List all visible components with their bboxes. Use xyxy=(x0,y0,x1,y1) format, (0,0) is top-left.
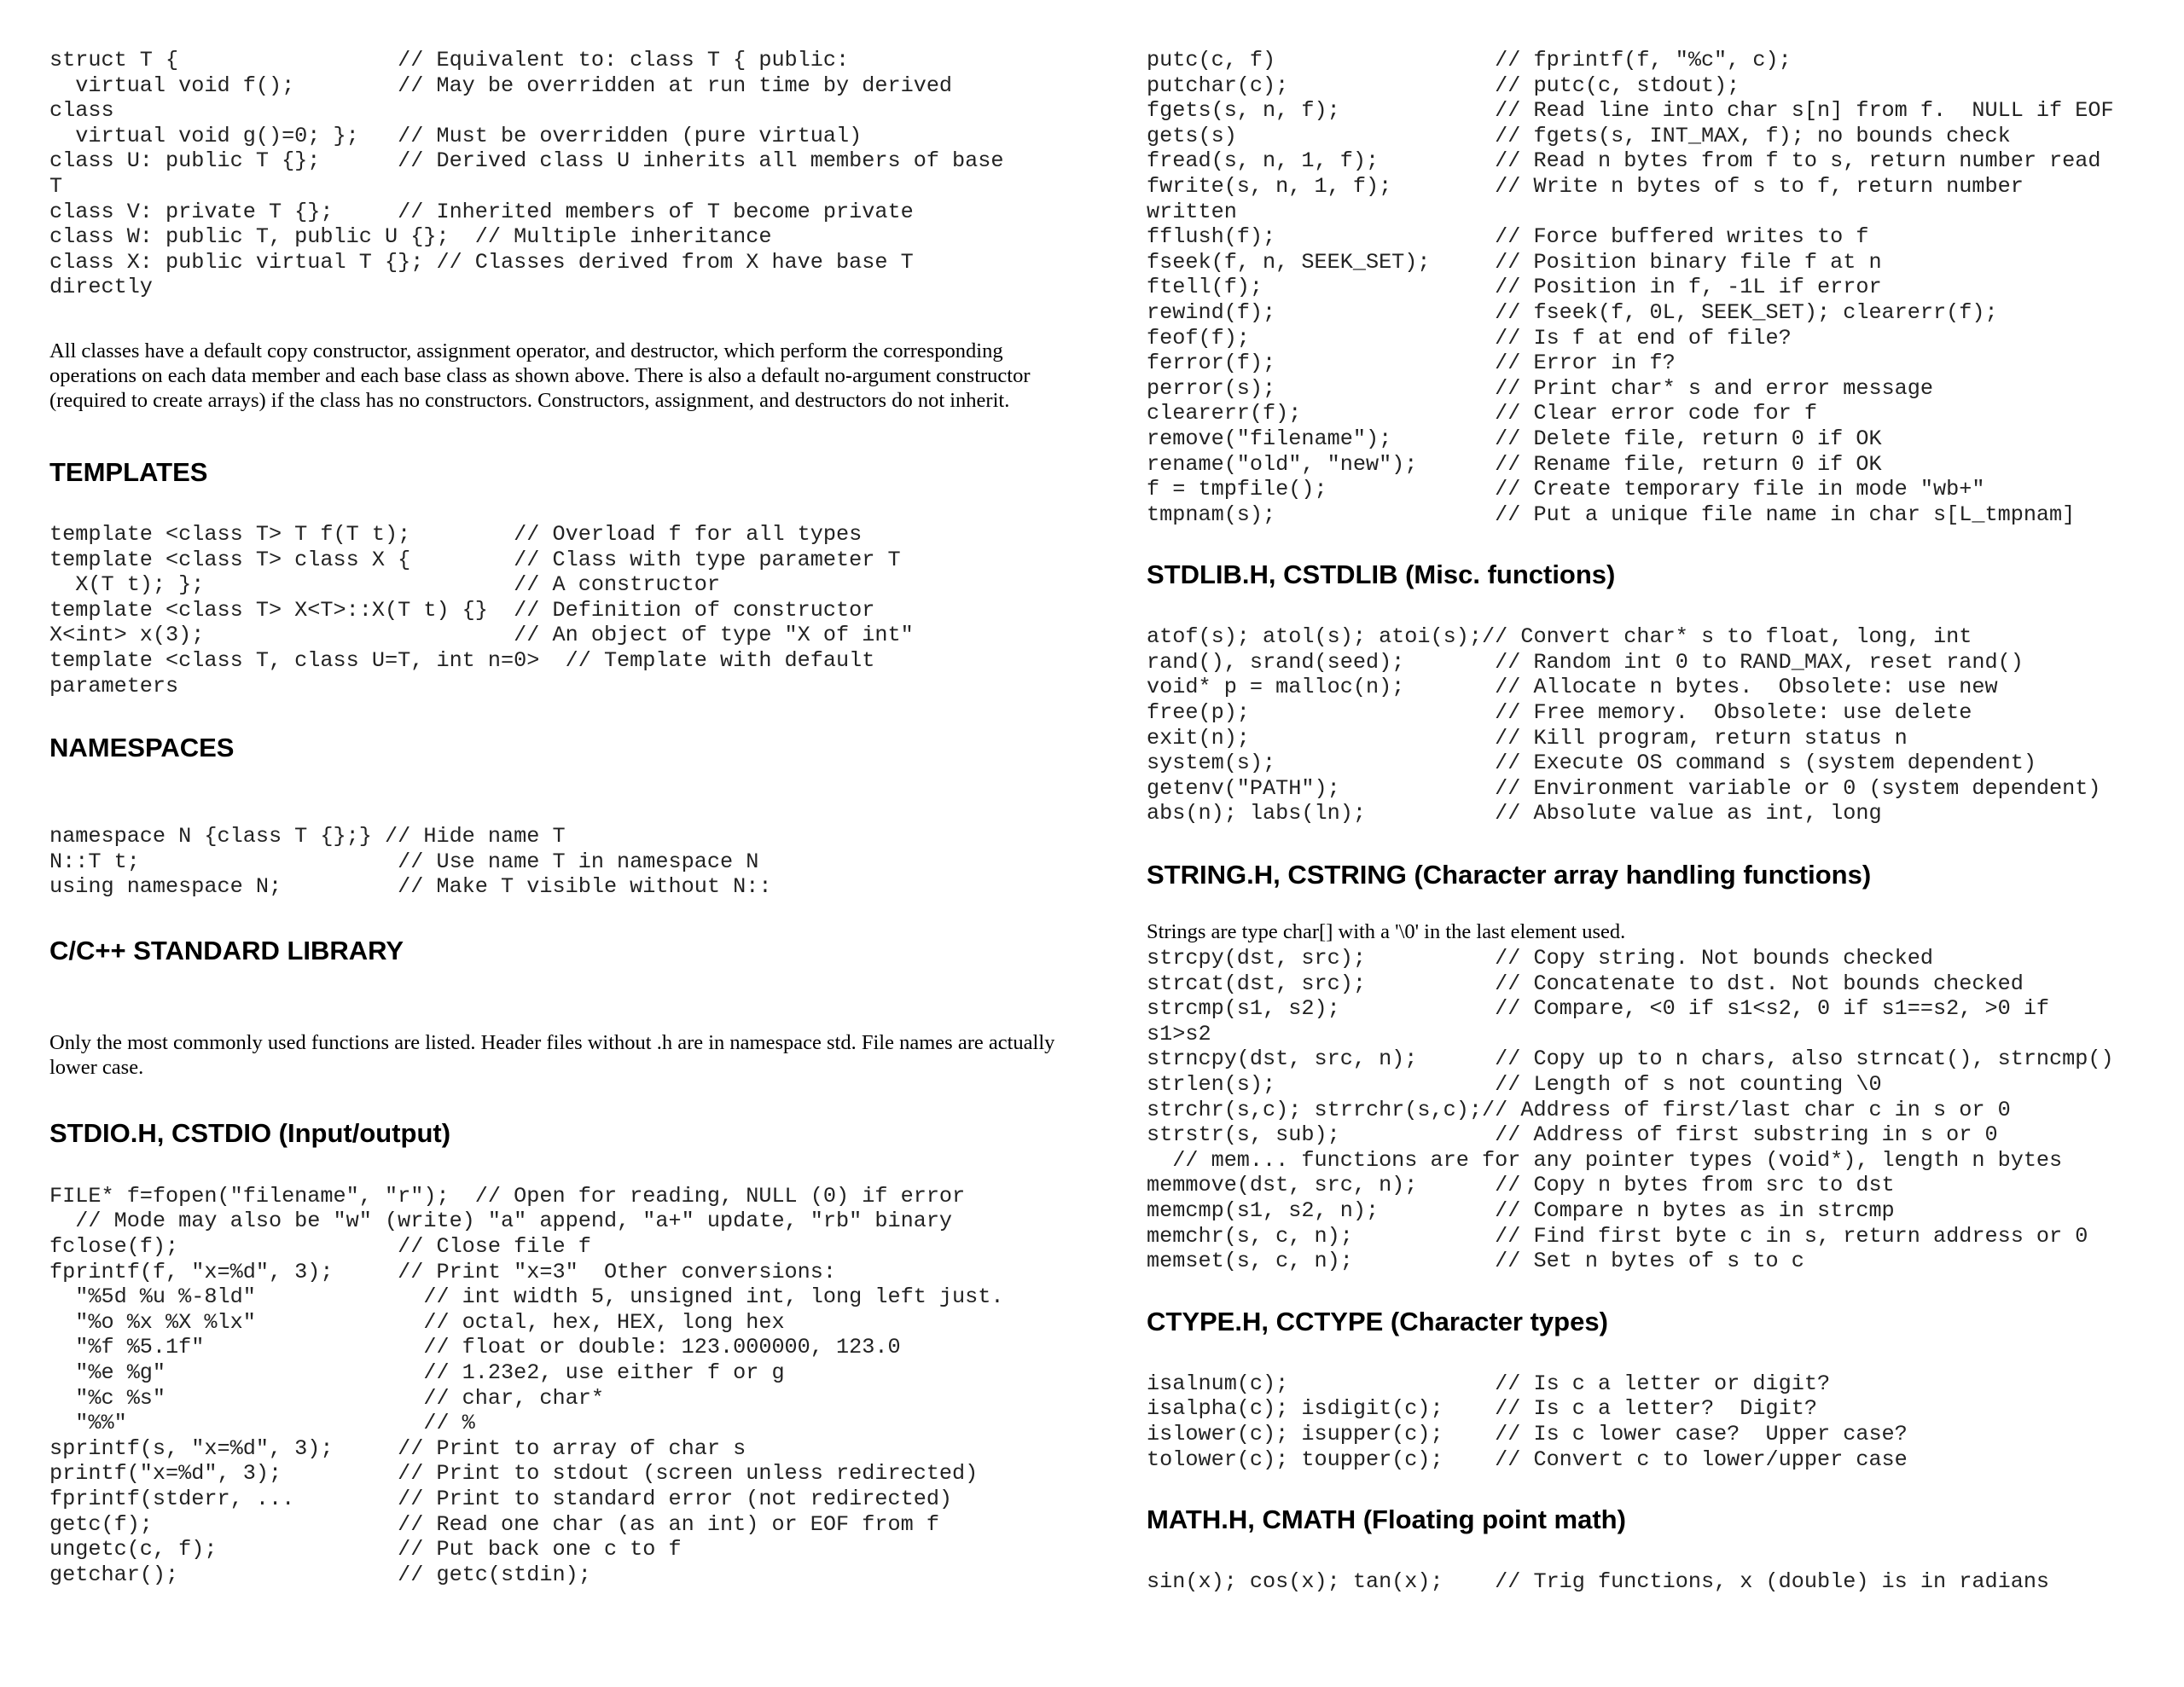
classes-code-block: struct T { // Equivalent to: class T { public: virtual void f(); // May be overridden at run time by derived class virtual void g()=0; }; // Must be overridden (pure virtual) class U: public T {}; // Derived class U inherits all members of base T class V: private T {}; // Inherited members of T become private class W: public T, public U {}; // Multiple inheritance class X: public virtual T {}; // Classes derived from X have base T directly xyxy=(49,48,1004,300)
templates-heading: TEMPLATES xyxy=(49,456,208,487)
stdlib-h-heading: STDLIB.H, CSTDLIB (Misc. functions) xyxy=(1147,559,1616,590)
math-h-heading: MATH.H, CMATH (Floating point math) xyxy=(1147,1504,1626,1535)
namespaces-code-block: namespace N {class T {};} // Hide name T N::T t; // Use name T in namespace N using namespace N; // Make T visible without N:: xyxy=(49,824,772,900)
templates-code-block: template <class T> T f(T t); // Overload f for all types template <class T> class X { // Class with type parameter T X(T t); }; // A constructor template <class T> X<T>::X(T t) {} // Definition of constructor X<int> x(3); // An object of type "X of int" template <class T, class U=T, int n=0> // Template with default parameters xyxy=(49,521,914,699)
stdlib-paragraph: Only the most commonly used functions are listed. Header files without .h are in namespace std. File names are actually lower case. xyxy=(49,1030,1055,1079)
ctype-h-heading: CTYPE.H, CCTYPE (Character types) xyxy=(1147,1306,1608,1336)
classes-paragraph: All classes have a default copy constructor, assignment operator, and destructor, which perform the corresponding operations on each data member and each base class as shown above. There is also a default no-argument constructor (required to create arrays) if the class has no constructors. Constructors, assignment, and destructors do not inherit. xyxy=(49,339,1031,412)
left-column xyxy=(49,43,1065,1587)
string-paragraph: Strings are type char[] with a '\0' in the last element used. xyxy=(1147,920,1626,944)
stdlib-heading: C/C++ STANDARD LIBRARY xyxy=(49,935,404,965)
string-code-block: strcpy(dst, src); // Copy string. Not bounds checked strcat(dst, src); // Concatenate to dst. Not bounds checked strcmp(s1, s2); // Compare, <0 if s1<s2, 0 if s1==s2, >0 if s1>s2 strncpy(dst, src, n); // Copy up to n chars, also strncat(), strncmp() strlen(s); // Length of s not counting \0 strchr(s,c); strrchr(s,c);// Address of first/last char c in s or 0 strstr(s, sub); // Address of first substring in s or 0 // mem... functions are for any pointer types (void*), length n bytes memmove(dst, src, n); // Copy n bytes from src to dst memcmp(s1, s2, n); // Compare n bytes as in strcmp memchr(s, c, n); // Find first byte c in s, return address or 0 memset(s, c, n); // Set n bytes of s to c xyxy=(1147,946,2114,1274)
math-code-block: sin(x); cos(x); tan(x); // Trig functions, x (double) is in radians xyxy=(1147,1569,2050,1595)
string-h-heading: STRING.H, CSTRING (Character array handling functions) xyxy=(1147,860,1872,890)
stdio-code-block: FILE* f=fopen("filename", "r"); // Open for reading, NULL (0) if error // Mode may also be "w" (write) "a" append, "a+" update, "rb" binary fclose(f); // Close file f fprintf(f, "x=%d", 3); // Print "x=3" Other conversions: "%5d %u %-8ld" // int width 5, unsigned int, long left just. "%o %x %X %lx" // octal, hex, HEX, long hex "%f %5.1f" // float or double: 123.000000, 123.0 "%e %g" // 1.23e2, use either f or g "%c %s" // char, char* "%%" // % sprintf(s, "x=%d", 3); // Print to array of char s printf("x=%d", 3); // Print to stdout (screen unless redirected) fprintf(stderr, ... // Print to standard error (not redirected) getc(f); // Read one char (as an int) or EOF from f ungetc(c, f); // Put back one c to f getchar(); // getc(stdin); xyxy=(49,1183,1004,1587)
right-column xyxy=(1147,43,2162,1595)
ctype-code-block: isalnum(c); // Is c a letter or digit? isalpha(c); isdigit(c); // Is c a letter? Digit? islower(c); isupper(c); // Is c lower case? Upper case? tolower(c); toupper(c); // Convert c to lower/upper case xyxy=(1147,1371,1908,1472)
io-code-block: putc(c, f) // fprintf(f, "%c", c); putchar(c); // putc(c, stdout); fgets(s, n, f); // Read line into char s[n] from f. NULL if EOF gets(s) // fgets(s, INT_MAX, f); no bounds check fread(s, n, 1, f); // Read n bytes from f to s, return number read fwrite(s, n, 1, f); // Write n bytes of s to f, return number written fflush(f); // Force buffered writes to f fseek(f, n, SEEK_SET); // Position binary file f at n ftell(f); // Position in f, -1L if error rewind(f); // fseek(f, 0L, SEEK_SET); clearerr(f); feof(f); // Is f at end of file? ferror(f); // Error in f? perror(s); // Print char* s and error message clearerr(f); // Clear error code for f remove("filename"); // Delete file, return 0 if OK rename("old", "new"); // Rename file, return 0 if OK f = tmpfile(); // Create temporary file in mode "wb+" tmpnam(s); // Put a unique file name in char s[L_tmpnam] xyxy=(1147,48,2114,527)
stdio-heading: STDIO.H, CSTDIO (Input/output) xyxy=(49,1117,451,1148)
stdlib-code-block: atof(s); atol(s); atoi(s);// Convert char* s to float, long, int rand(), srand(seed); // Random int 0 to RAND_MAX, reset rand() void* p = malloc(n); // Allocate n bytes. Obsolete: use new free(p); // Free memory. Obsolete: use delete exit(n); // Kill program, return status n system(s); // Execute OS command s (system dependent) getenv("PATH"); // Environment variable or 0 (system dependent) abs(n); labs(ln); // Absolute value as int, long xyxy=(1147,624,2101,826)
namespaces-heading: NAMESPACES xyxy=(49,733,235,763)
